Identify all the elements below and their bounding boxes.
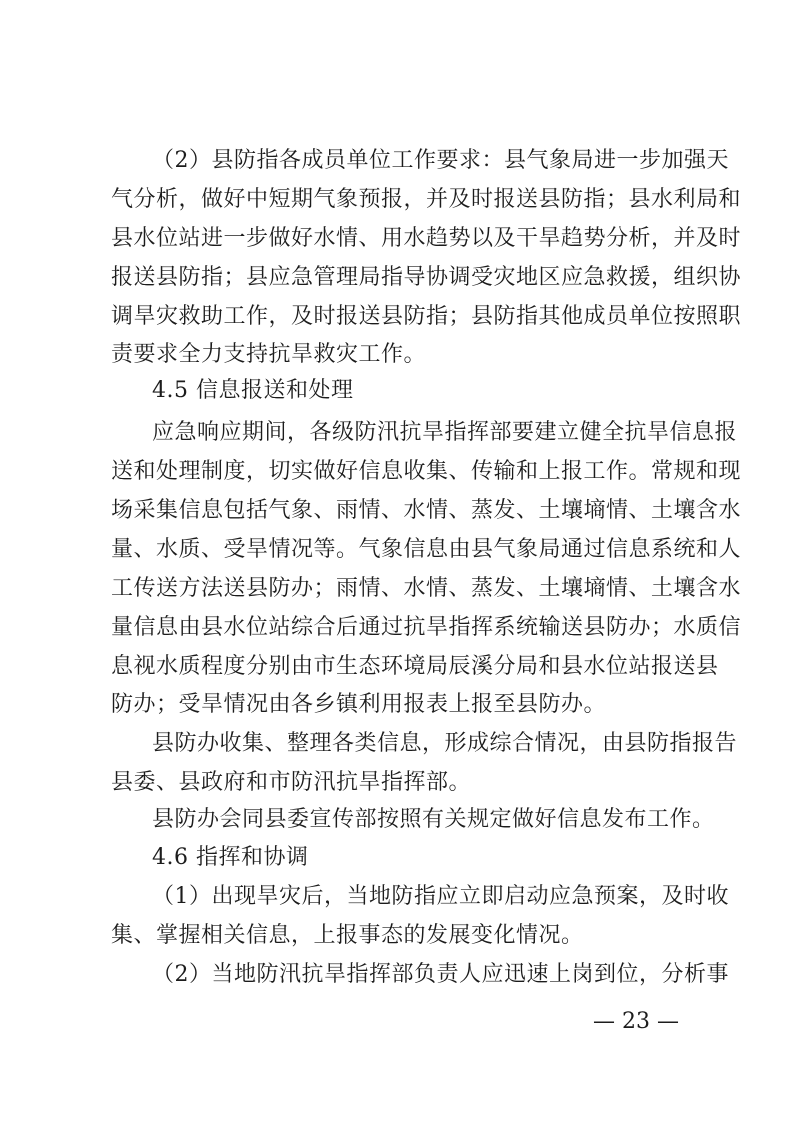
section-heading-4-6: 4.6 指挥和协调 [152, 845, 309, 870]
paragraph-line: 防办；受旱情况由各乡镇利用报表上报至县防办。 [111, 692, 607, 717]
paragraph-line: 县防办会同县委宣传部按照有关规定做好信息发布工作。 [152, 807, 715, 832]
paragraph-line: （2）当地防汛抗旱指挥部负责人应迅速上岗到位，分析事 [152, 962, 729, 987]
paragraph-line: 送和处理制度，切实做好信息收集、传输和上报工作。常规和现 [111, 459, 742, 484]
section-heading-4-5: 4.5 信息报送和处理 [152, 378, 354, 403]
paragraph-line: 责要求全力支持抗旱救灾工作。 [111, 342, 427, 367]
paragraph-line: 县水位站进一步做好水情、用水趋势以及干旱趋势分析，并及时 [111, 226, 742, 251]
paragraph-line: 集、掌握相关信息，上报事态的发展变化情况。 [111, 923, 584, 948]
paragraph-line: （1）出现旱灾后，当地防指应立即启动应急预案，及时收 [152, 884, 729, 909]
paragraph-line: 气分析，做好中短期气象预报，并及时报送县防指；县水利局和 [111, 187, 742, 212]
paragraph-line: 量信息由县水位站综合后通过抗旱指挥系统输送县防办；水质信 [111, 615, 742, 640]
paragraph-line: 报送县防指；县应急管理局指导协调受灾地区应急救援，组织协 [111, 265, 742, 290]
paragraph-line: 县委、县政府和市防汛抗旱指挥部。 [111, 770, 472, 795]
paragraph-line: 息视水质程度分别由市生态环境局辰溪分局和县水位站报送县 [111, 654, 719, 679]
paragraph-line: 应急响应期间，各级防汛抗旱指挥部要建立健全抗旱信息报 [152, 420, 738, 445]
paragraph-line: （2）县防指各成员单位工作要求：县气象局进一步加强天 [152, 148, 729, 173]
paragraph-line: 工传送方法送县防办；雨情、水情、蒸发、土壤墒情、土壤含水 [111, 576, 742, 601]
paragraph-line: 调旱灾救助工作，及时报送县防指；县防指其他成员单位按照职 [111, 304, 742, 329]
paragraph-line: 场采集信息包括气象、雨情、水情、蒸发、土壤墒情、土壤含水 [111, 498, 742, 523]
paragraph-line: 量、水质、受旱情况等。气象信息由县气象局通过信息系统和人 [111, 537, 742, 562]
page-number: — 23 — [593, 1009, 679, 1034]
paragraph-line: 县防办收集、整理各类信息，形成综合情况，由县防指报告 [152, 731, 738, 756]
